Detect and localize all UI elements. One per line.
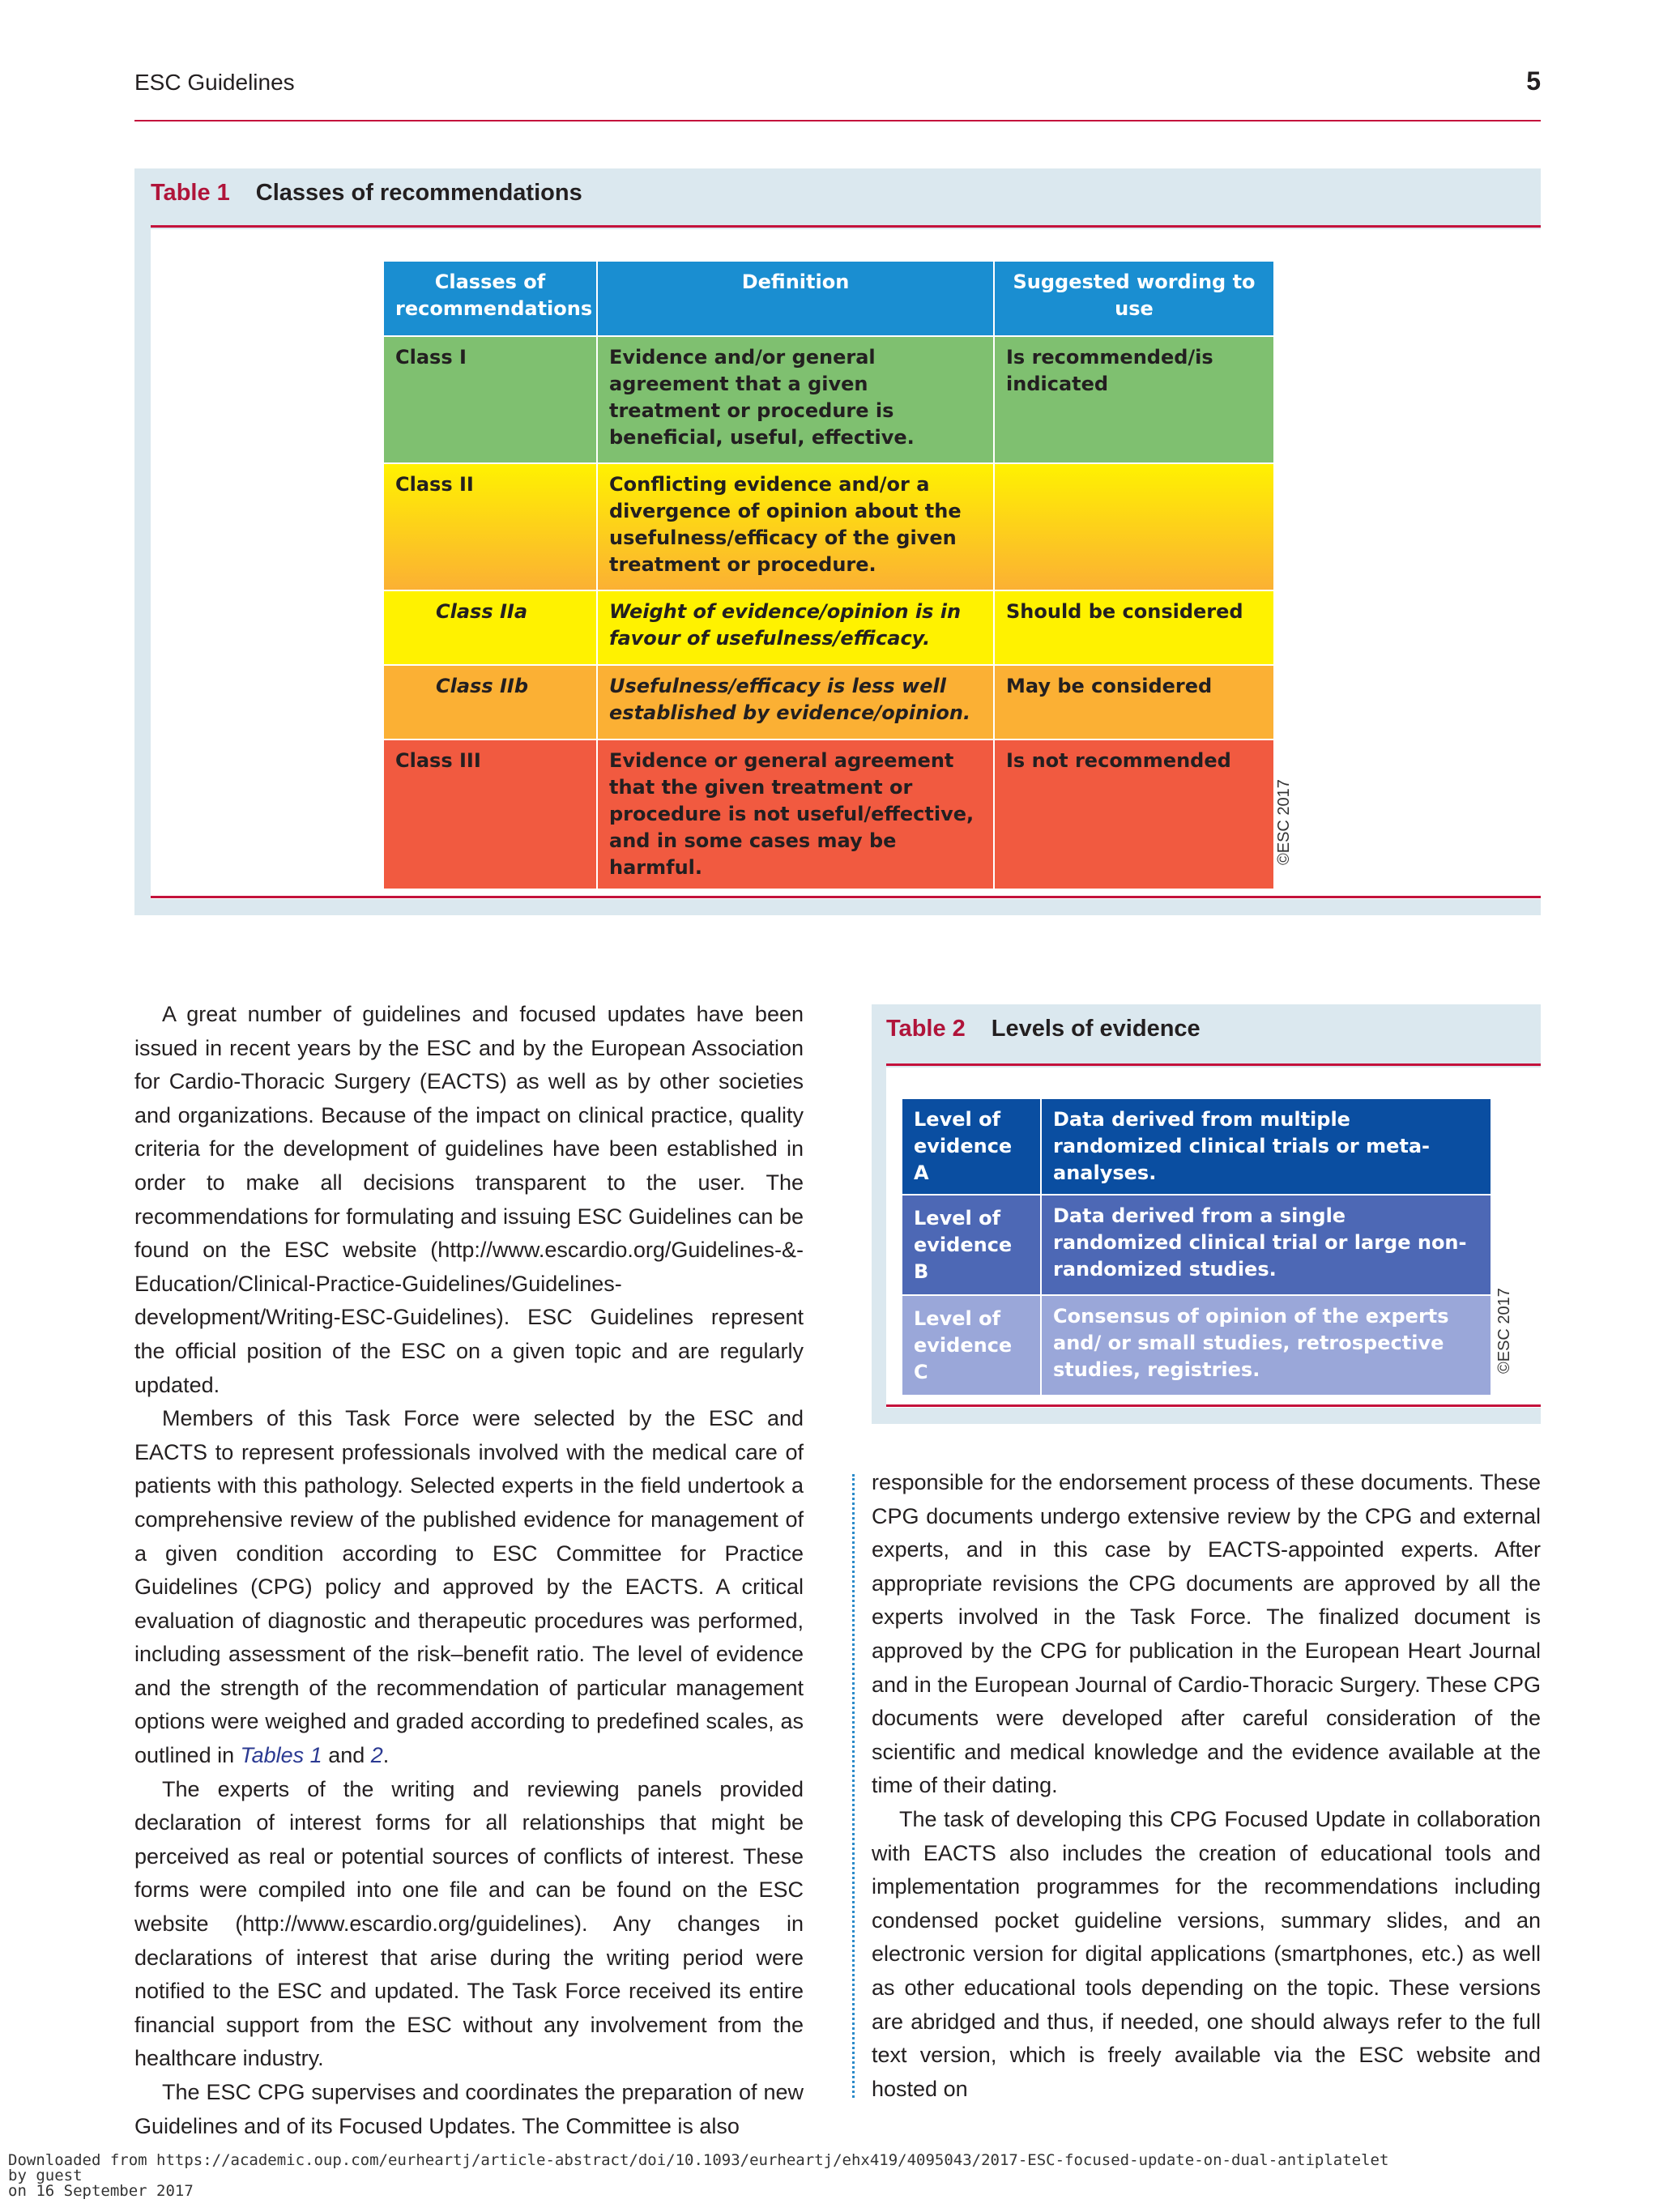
table2-link[interactable]: 2 (370, 1743, 383, 1768)
class-cell: Class II (383, 463, 597, 590)
col-header-definition: Definition (597, 261, 994, 336)
table1-copyright: ©ESC 2017 (1275, 779, 1293, 865)
level-cell: Level of evidence A (902, 1098, 1041, 1195)
levels-table (901, 1097, 1492, 1396)
page-number: 5 (1526, 66, 1541, 96)
wording-cell (994, 463, 1274, 590)
footer-line: on 16 September 2017 (8, 2182, 194, 2200)
level-text-cell: Data derived from multiple randomized clinical trials or meta-analyses. (1041, 1098, 1491, 1195)
table2-box (872, 1004, 1541, 1424)
table1-title: Classes of recommendations (255, 180, 582, 206)
level-text-cell: Consensus of opinion of the experts and/ or small studies, retrospective studies, registries. (1041, 1295, 1491, 1396)
left-column (134, 998, 804, 2143)
header-rule (134, 120, 1541, 121)
paragraph: Members of this Task Force were selected by the ESC and EACTS to represent professionals involved with the medical care of patients with this pathology. Selected experts in the field undertook a comprehensive review of the published evidence for management of a given condition according to ESC Committee for Practice Guidelines (CPG) policy and approved by the EACTS. A critical evaluation of diagnostic and therapeutic procedures was performed, including assessment of the risk–benefit ratio. The level of evidence and the strength of the recommendation of particular management options were weighed and graded according to predefined scales, as outlined in Tables 1 and 2. (134, 1406, 804, 1768)
table-row (902, 1195, 1491, 1295)
wording-cell: Is recommended/is indicated (994, 336, 1274, 463)
table1-label: Table 1 (151, 180, 230, 206)
class-cell: Class IIa (383, 590, 597, 665)
definition-cell: Evidence or general agreement that the given treatment or procedure is not useful/effective, and in some cases may be harmful. (597, 739, 994, 889)
table1-top-rule (151, 225, 1541, 228)
table1-box (134, 168, 1541, 915)
level-cell: Level of evidence C (902, 1295, 1041, 1396)
running-header: ESC Guidelines (134, 70, 295, 95)
level-text-cell: Data derived from a single randomized clinical trial or large non-randomized studies. (1041, 1195, 1491, 1295)
table1-link[interactable]: Tables 1 (240, 1743, 322, 1768)
table-row (383, 336, 1274, 463)
classes-table (382, 260, 1275, 890)
definition-cell: Conflicting evidence and/or a divergence of opinion about the usefulness/efficacy of the given treatment or procedure. (597, 463, 994, 590)
column-divider (852, 1474, 855, 2098)
paragraph: A great number of guidelines and focused updates have been issued in recent years by the ESC and by the European Association for Cardio-Thoracic Surgery (EACTS) as well as by other societies and organizations. Because of the impact on clinical practice, quality criteria for the development of guidelines have been established in order to make all decisions transparent to the user. The recommendations for formulating and issuing ESC Guidelines can be found on the ESC website (http://www.escardio.org/Guidelines-&-Education/Clinical-Practice-Guidelines/Guidelines-development/Writing-ESC-Guidelines). ESC Guidelines represent the official position of the ESC on a given topic and are regularly updated. (134, 1002, 804, 1397)
table1-caption (151, 180, 582, 207)
footer-line: Downloaded from https://academic.oup.com/eurheartj/article-abstract/doi/10.1093/eurheartj/ehx419/4095043/2017-ESC-focused-update-on-dual-antiplatelet (8, 2151, 1389, 2169)
col-header-wording: Suggested wording to use (994, 261, 1274, 336)
table2-copyright: ©ESC 2017 (1495, 1288, 1513, 1374)
table-row (383, 665, 1274, 739)
col-header-class: Classes of recommendations (383, 261, 597, 336)
paragraph: The task of developing this CPG Focused Update in collaboration with EACTS also includes the creation of educational tools and implementation programmes for the recommendations including condensed pocket guideline versions, summary slides, and an electronic version for digital applications (smartphones, etc.) as well as other educational tools depending on the topic. These versions are abridged and thus, if needed, one should always refer to the full text version, which is freely available via the ESC website and hosted on (872, 1806, 1541, 2101)
wording-cell: Is not recommended (994, 739, 1274, 889)
table2-title: Levels of evidence (991, 1016, 1201, 1042)
class-cell: Class I (383, 336, 597, 463)
table2-top-rule (886, 1063, 1541, 1066)
table-row (902, 1098, 1491, 1195)
class-cell: Class III (383, 739, 597, 889)
wording-cell: Should be considered (994, 590, 1274, 665)
table2-caption (886, 1016, 1201, 1042)
paragraph: responsible for the endorsement process of these documents. These CPG documents undergo extensive review by the CPG and external experts, and in this case by EACTS-appointed experts. After appropriate revisions the CPG documents are approved by all the experts involved in the Task Force. The finalized document is approved by the CPG for publication in the European Heart Journal and in the European Journal of Cardio-Thoracic Surgery. These CPG documents were developed after careful consideration of the scientific and medical knowledge and the evidence available at the time of their dating. (872, 1470, 1541, 1798)
table-row (902, 1295, 1491, 1396)
level-cell: Level of evidence B (902, 1195, 1041, 1295)
right-column (872, 1466, 1541, 2106)
paragraph: The experts of the writing and reviewing panels provided declaration of interest forms for all relationships that might be perceived as real or potential sources of conflicts of interest. These forms were compiled into one file and can be found on the ESC website (http://www.escardio.org/guidelines). Any changes in declarations of interest that arise during the writing period were notified to the ESC and updated. The Task Force received its entire financial support from the ESC without any involvement from the healthcare industry. (134, 1776, 804, 2071)
definition-cell: Evidence and/or general agreement that a given treatment or procedure is beneficial, useful, effective. (597, 336, 994, 463)
table1-bottom-rule (151, 896, 1541, 898)
footer-line: by guest (8, 2167, 83, 2184)
table2-label: Table 2 (886, 1016, 966, 1042)
definition-cell: Weight of evidence/opinion is in favour of usefulness/efficacy. (597, 590, 994, 665)
download-footer (8, 2153, 1388, 2199)
table-row (383, 463, 1274, 590)
class-cell: Class IIb (383, 665, 597, 739)
definition-cell: Usefulness/efficacy is less well established by evidence/opinion. (597, 665, 994, 739)
paragraph: The ESC CPG supervises and coordinates the preparation of new Guidelines and of its Focused Updates. The Committee is also (134, 2080, 804, 2138)
wording-cell: May be considered (994, 665, 1274, 739)
table-row (383, 739, 1274, 889)
table2-bottom-rule (886, 1404, 1541, 1407)
table-row (383, 590, 1274, 665)
